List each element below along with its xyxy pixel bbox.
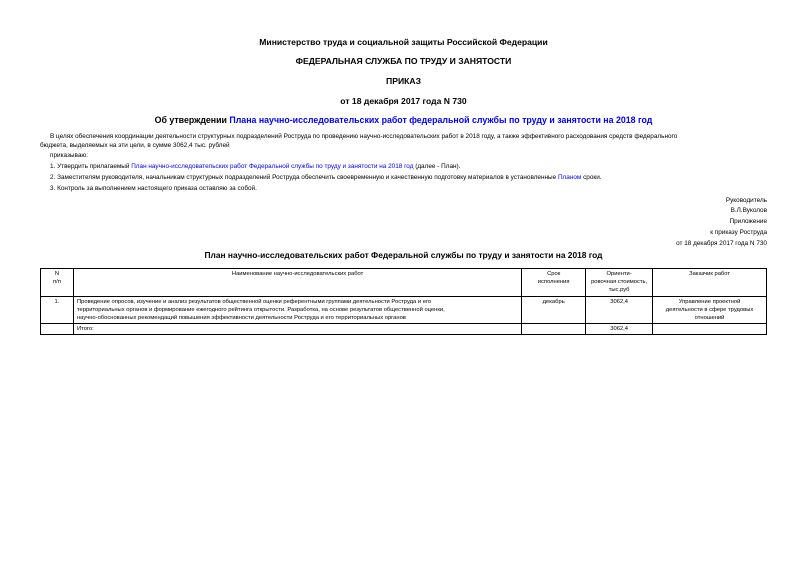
order-date-number: от 18 декабря 2017 года N 730: [340, 96, 467, 106]
table-total-row: [41, 324, 767, 335]
header-customer: Заказчик работ: [653, 269, 767, 297]
header-cost: [586, 269, 653, 297]
total-customer-empty: [653, 324, 767, 335]
row-term: декабрь: [522, 296, 586, 324]
header-num-line2: п/п: [53, 279, 61, 286]
order-item-1: [50, 162, 460, 171]
header-name: Наименование научно-исследовательских работ: [73, 269, 521, 297]
header-cost-line3: тыс.руб: [608, 287, 630, 294]
doc-type-heading: ПРИКАЗ: [386, 76, 421, 86]
ministry-heading: Министерство труда и социальной защиты Российской Федерации: [259, 37, 548, 47]
row-cost: 3062,4: [586, 296, 653, 324]
item2-prefix: 2. Заместителям руководителя, начальникам структурных подразделений Роструда обеспечить своевременную и качественную подготовку материалов в установленные: [50, 174, 558, 181]
header-term: [522, 269, 586, 297]
row-name-line1: Проведение опросов, изучение и анализ результатов общественной оценки референтными группами деятельности Роструда и его: [76, 298, 432, 305]
row-customer-line2: деятельности в сфере трудовых: [665, 306, 754, 313]
order-word: приказываю:: [50, 152, 88, 159]
table-row: [41, 296, 767, 324]
total-cost: 3062,4: [586, 324, 653, 335]
total-label: Итого:: [73, 324, 521, 335]
total-num-empty: [41, 324, 74, 335]
row-name: [73, 296, 521, 324]
row-num: 1.: [41, 296, 74, 324]
order-item-2: [50, 173, 602, 182]
header-term-line2: исполнения: [537, 279, 570, 286]
total-term-empty: [522, 324, 586, 335]
appendix-date-number: от 18 декабря 2017 года N 730: [676, 240, 767, 247]
table-header-row: [41, 269, 767, 297]
plan-table: [40, 268, 767, 335]
appendix-to-order: к приказу Роструда: [710, 229, 767, 236]
item1-prefix: 1. Утвердить прилагаемый: [50, 163, 132, 170]
header-term-line1: Срок: [547, 271, 561, 277]
signature-role: Руководитель: [725, 197, 767, 204]
appendix-label: Приложение: [729, 218, 767, 225]
header-num-line1: N: [54, 271, 60, 277]
order-item-3: 3. Контроль за выполнением настоящего приказа оставляю за собой.: [50, 185, 257, 192]
item2-plan-link[interactable]: Планом: [557, 174, 582, 181]
row-name-line2: территориальных органов и формирование ежегодного рейтинга открытости. Разработка, на основе результатов общественной оценки,: [76, 306, 445, 313]
signature-name: В.Л.Вуколов: [730, 207, 767, 214]
row-customer-line1: Управление проектной: [678, 298, 741, 305]
item2-suffix: сроки.: [581, 174, 602, 181]
plan-link[interactable]: Плана научно-исследовательских работ федеральной службы по труду и занятости на 2018 год: [229, 115, 653, 125]
item1-suffix: (далее - План).: [413, 163, 461, 170]
row-name-line3: научно-обоснованных рекомендаций повышения эффективности деятельности Роструда и его территориальных органов: [76, 315, 406, 322]
preamble-line-1: В целях обеспечения координации деятельности структурных подразделений Роструда по проведению научно-исследовательских работ в 2018 году, а также эффективного расходования средств федерального: [50, 133, 678, 140]
item1-plan-link[interactable]: План научно-исследовательских работ Федеральной службы по труду и занятости на 2018 год: [131, 163, 414, 170]
row-customer-line3: отношений: [694, 315, 725, 322]
header-cost-line2: ровочная стоимость,: [591, 279, 648, 286]
header-cost-line1: Ориенти-: [606, 271, 632, 277]
row-customer: [653, 296, 767, 324]
document-title: [0, 115, 807, 125]
preamble-line-2: бюджета, выделяемых на эти цели, в сумме 3062,4 тыс. рублей: [40, 142, 230, 149]
service-heading: ФЕДЕРАЛЬНАЯ СЛУЖБА ПО ТРУДУ И ЗАНЯТОСТИ: [295, 56, 512, 66]
title-prefix: Об утверждении: [154, 115, 230, 125]
header-num: [41, 269, 74, 297]
plan-title: План научно-исследовательских работ Федеральной службы по труду и занятости на 2018 год: [204, 250, 603, 260]
